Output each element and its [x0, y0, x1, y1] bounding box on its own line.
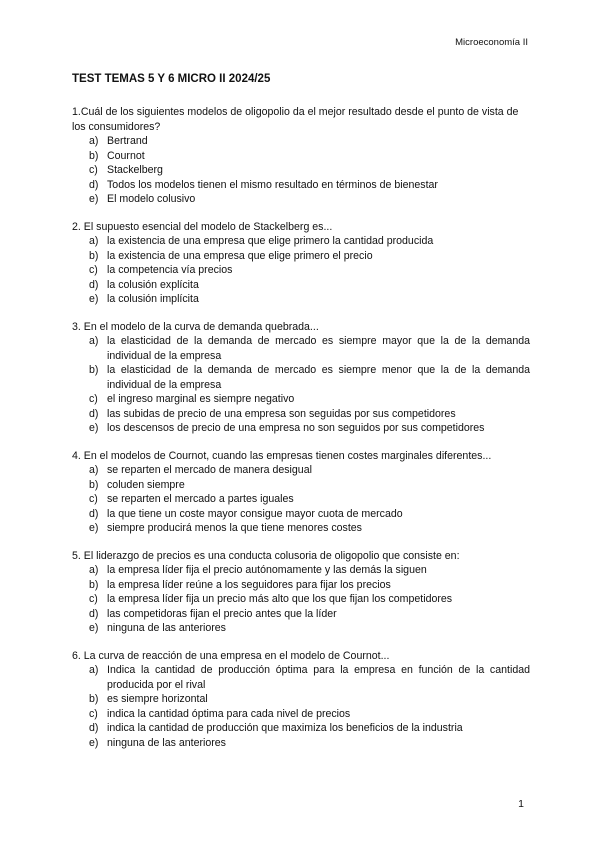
- option-letter: b): [89, 149, 99, 162]
- answer-option: [72, 521, 530, 536]
- option-text: es siempre horizontal: [107, 693, 208, 705]
- answer-option: [72, 421, 530, 436]
- option-text: los descensos de precio de una empresa no son seguidos por sus competidores: [107, 422, 485, 434]
- option-letter: b): [89, 693, 99, 705]
- option-text: las competidoras fijan el precio antes que la líder: [107, 607, 337, 620]
- answer-option: [72, 563, 530, 578]
- option-text: la colusión explícita: [107, 278, 199, 291]
- option-letter: d): [89, 407, 99, 420]
- question-list: [72, 105, 530, 763]
- question-block: [72, 105, 530, 207]
- option-list: [72, 334, 530, 436]
- answer-option: [72, 292, 530, 307]
- option-letter: c): [89, 493, 98, 505]
- answer-option: [72, 134, 530, 149]
- option-letter: e): [89, 193, 99, 205]
- option-text: Todos los modelos tienen el mismo resultado en términos de bienestar: [107, 178, 438, 191]
- answer-option: [72, 621, 530, 636]
- answer-option: [72, 278, 530, 293]
- question-text: 6. La curva de reacción de una empresa en el modelo de Cournot...: [72, 649, 390, 662]
- answer-option: [72, 163, 530, 178]
- answer-option: [72, 607, 530, 622]
- option-letter: e): [89, 736, 99, 749]
- option-text: se reparten el mercado a partes iguales: [107, 493, 294, 505]
- option-text: la empresa líder reúne a los seguidores para fijar los precios: [107, 578, 391, 591]
- answer-option: [72, 463, 530, 478]
- option-list: [72, 463, 530, 536]
- option-text: la empresa líder fija un precio más alto que los que fijan los competidores: [107, 593, 453, 605]
- option-text: el ingreso marginal es siempre negativo: [107, 393, 295, 405]
- option-letter: c): [89, 264, 98, 276]
- option-letter: c): [89, 707, 98, 720]
- option-text: la colusión implícita: [107, 293, 199, 305]
- option-text: El modelo colusivo: [107, 193, 196, 205]
- option-letter: c): [89, 593, 98, 605]
- answer-option: [72, 363, 530, 392]
- answer-option: [72, 707, 530, 722]
- page-header-course: Microeconomía II: [455, 37, 528, 48]
- option-letter: b): [89, 364, 99, 376]
- option-letter: b): [89, 249, 99, 262]
- option-letter: b): [89, 478, 99, 491]
- question-text: 2. El supuesto esencial del modelo de Stackelberg es...: [72, 220, 333, 233]
- question-text: 5. El liderazgo de precios es una conducta colusoria de oligopolio que consiste en:: [72, 549, 460, 562]
- answer-option: [72, 592, 530, 607]
- question-block: [72, 449, 530, 536]
- option-letter: a): [89, 235, 99, 247]
- answer-option: [72, 578, 530, 593]
- option-letter: d): [89, 178, 99, 191]
- option-letter: d): [89, 507, 99, 520]
- question-block: [72, 320, 530, 436]
- question-block: [72, 549, 530, 636]
- option-letter: c): [89, 393, 98, 405]
- answer-option: [72, 721, 530, 736]
- answer-option: [72, 492, 530, 507]
- option-text: la que tiene un coste mayor consigue mayor cuota de mercado: [107, 507, 403, 520]
- answer-option: [72, 736, 530, 751]
- option-text: indica la cantidad óptima para cada nivel de precios: [107, 707, 351, 720]
- question-text: 1.Cuál de los siguientes modelos de oligopolio da el mejor resultado desde el punto de vista de los consumidores?: [72, 106, 519, 133]
- question-text: 3. En el modelo de la curva de demanda quebrada...: [72, 320, 319, 333]
- option-letter: b): [89, 578, 99, 591]
- question-text: 4. En el modelos de Cournot, cuando las empresas tienen costes marginales diferentes...: [72, 449, 492, 462]
- option-text: Cournot: [107, 149, 145, 162]
- option-text: Stackelberg: [107, 164, 163, 176]
- option-text: indica la cantidad de producción que maximiza los beneficios de la industria: [107, 722, 463, 734]
- option-letter: a): [89, 564, 99, 576]
- option-letter: a): [89, 335, 99, 347]
- option-text: la elasticidad de la demanda de mercado es siempre menor que la de la demanda individual de la empresa: [107, 364, 530, 391]
- option-text: ninguna de las anteriores: [107, 622, 226, 634]
- option-letter: e): [89, 622, 99, 634]
- answer-option: [72, 478, 530, 493]
- option-letter: d): [89, 278, 99, 291]
- option-text: Bertrand: [107, 135, 148, 147]
- answer-option: [72, 192, 530, 207]
- answer-option: [72, 249, 530, 264]
- option-letter: a): [89, 135, 99, 147]
- answer-option: [72, 334, 530, 363]
- answer-option: [72, 178, 530, 193]
- option-text: Indica la cantidad de producción óptima para la empresa en función de la cantidad producida por el rival: [107, 664, 530, 691]
- answer-option: [72, 507, 530, 522]
- option-letter: e): [89, 293, 99, 305]
- option-letter: d): [89, 722, 99, 734]
- option-letter: a): [89, 464, 99, 476]
- option-text: se reparten el mercado de manera desigual: [107, 464, 312, 476]
- page-number: 1: [518, 798, 524, 810]
- option-list: [72, 234, 530, 307]
- option-letter: a): [89, 664, 99, 676]
- option-text: siempre producirá menos la que tiene menores costes: [107, 522, 362, 534]
- answer-option: [72, 392, 530, 407]
- page-title: TEST TEMAS 5 Y 6 MICRO II 2024/25: [72, 73, 271, 85]
- option-text: la competencia vía precios: [107, 264, 233, 276]
- question-block: [72, 649, 530, 751]
- option-text: coluden siempre: [107, 478, 185, 491]
- option-letter: e): [89, 522, 99, 534]
- option-text: la existencia de una empresa que elige primero el precio: [107, 249, 373, 262]
- option-list: [72, 134, 530, 207]
- option-text: la elasticidad de la demanda de mercado es siempre mayor que la de la demanda individual de la empresa: [107, 335, 530, 362]
- option-text: la empresa líder fija el precio autónomamente y las demás la siguen: [107, 564, 427, 576]
- option-list: [72, 663, 530, 750]
- option-list: [72, 563, 530, 636]
- option-text: las subidas de precio de una empresa son seguidas por sus competidores: [107, 407, 456, 420]
- answer-option: [72, 149, 530, 164]
- option-text: ninguna de las anteriores: [107, 736, 226, 749]
- answer-option: [72, 407, 530, 422]
- option-text: la existencia de una empresa que elige primero la cantidad producida: [107, 235, 434, 247]
- question-block: [72, 220, 530, 307]
- option-letter: e): [89, 422, 99, 434]
- answer-option: [72, 234, 530, 249]
- answer-option: [72, 263, 530, 278]
- option-letter: c): [89, 164, 98, 176]
- answer-option: [72, 663, 530, 692]
- answer-option: [72, 692, 530, 707]
- option-letter: d): [89, 607, 99, 620]
